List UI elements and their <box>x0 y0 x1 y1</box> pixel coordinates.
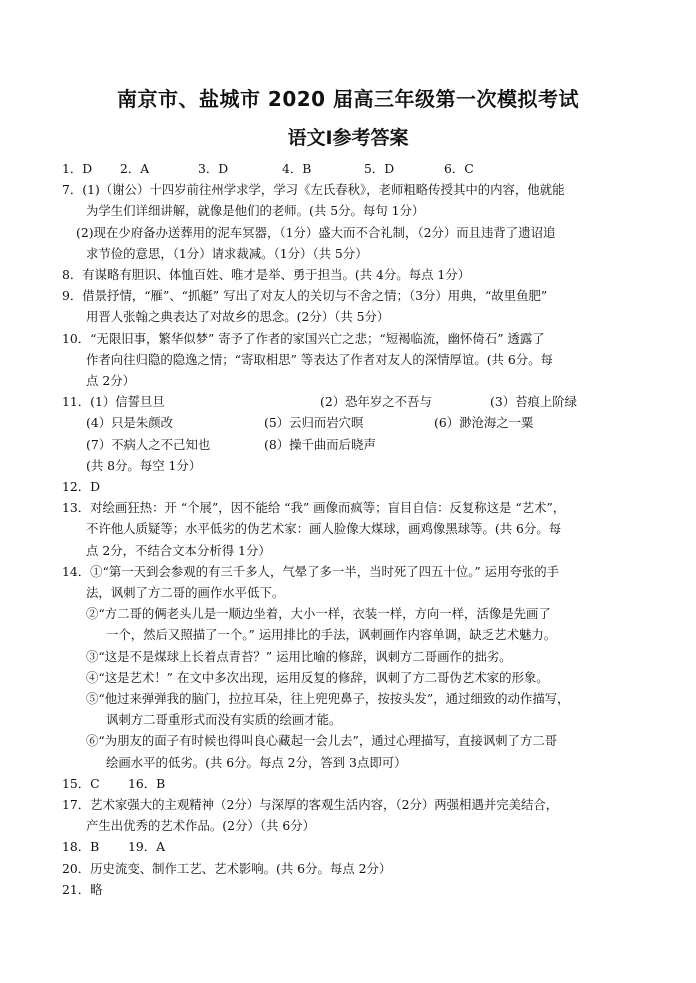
answer-14-line: ③“这是不是煤球上长着点青苔？” 运用比喻的修辞，讽刺方二哥画作的拙劣。 <box>86 648 512 664</box>
answer-14-line: 讽刺方二哥重形式而没有实质的绘画才能。 <box>106 712 342 728</box>
answer-4: 4．B <box>282 161 312 176</box>
answer-17-line: 17．艺术家强大的主观精神（2分）与深厚的客观生活内容，（2分）两强相遇并完美结合， <box>62 797 559 813</box>
answers-1-6 <box>62 158 642 179</box>
answer-9-line: 9．借景抒情，“雁”、“抓艇” 写出了对友人的关切与不舍之情；（3分）用典，“故里鱼肥” <box>62 288 548 304</box>
answer-1: 1．D <box>62 161 93 176</box>
answer-14-line: 绘画水平的低劣。(共 6分。每点 2分，答到 3点即可） <box>106 754 407 770</box>
answer-14-line: 14．①“第一天到会参观的有三千多人，气晕了多一半，当时死了四五十位。” 运用夸张的手 <box>62 563 560 579</box>
answer-11-item: (7）不病人之不己知也 <box>86 436 211 452</box>
answer-21: 21．略 <box>62 881 103 897</box>
answer-14-line: ④“这是艺术！” 在文中多次出现，运用反复的修辞，讽刺了方二哥伪艺术家的形象。 <box>86 669 549 685</box>
answer-20: 20．历史流变、制作工艺、艺术影响。(共 6分。每点 2分） <box>62 860 392 876</box>
answer-11-item: (3）苔痕上阶绿 <box>490 394 578 410</box>
answer-11-scoring: (共 8分。每空 1分） <box>86 457 202 473</box>
answers-18-19 <box>62 836 642 857</box>
answer-13-line: 点 2分，不结合文本分析得 1分） <box>86 542 271 558</box>
answer-7-line: 为学生们详细讲解，就像是他们的老师。(共 5分。每句 1分） <box>86 203 425 219</box>
answer-18: 18．B <box>62 839 100 855</box>
answer-16: 16．B <box>128 775 166 791</box>
answer-7-line: 求节俭的意思，（1分）请求裁减。（1分）（共 5分） <box>86 245 368 261</box>
answer-11-item: (4）只是朱颜改 <box>86 415 174 431</box>
answer-11-item: (6）渺沧海之一粟 <box>434 415 534 431</box>
answers-15-16 <box>62 773 642 794</box>
answer-11-item: 11．(1）信誓旦旦 <box>62 394 165 410</box>
answer-7-line: (2)现在少府备办送葬用的泥车冥器，（1分）盛大而不合礼制，（2分）而且违背了遗诏追 <box>76 224 556 240</box>
answer-9-line: 用晋人张翰之典表达了对故乡的思念。(2分）（共 5分） <box>86 309 390 325</box>
answer-7-line: 7．(1)（谢公）十四岁前往州学求学，学习《左氏春秋》，老师粗略传授其中的内容，他就能 <box>62 182 565 198</box>
answer-14-line: ②“方二哥的俩老头儿是一顺边坐着，大小一样，衣装一样，方向一样，活像是先画了 <box>86 606 551 622</box>
answer-14-line: ⑥“为朋友的面子有时候也得叫良心藏起一会儿去”，通过心理描写，直接讽刺了方二哥 <box>86 733 558 749</box>
answer-11-item: (5）云归而岩穴暝 <box>264 415 364 431</box>
answer-19: 19．A <box>128 839 166 855</box>
answer-11-row <box>62 412 642 433</box>
answer-11-item: (2）恐年岁之不吾与 <box>320 394 432 410</box>
answer-14-line: 法，讽刺了方二哥的画作水平低下。 <box>86 585 285 600</box>
answer-5: 5．D <box>364 161 395 176</box>
answer-13-line: 13．对绘画狂热：开 “个展”，因不能给 “我” 画像而疯等；盲目自信：反复称这是 “艺术”， <box>62 500 566 516</box>
answer-13-line: 不许他人质疑等；水平低劣的伪艺术家：画人脸像大煤球，画鸡像黑球等。(共 6分。每 <box>86 521 562 537</box>
answer-2: 2．A <box>120 161 150 176</box>
answer-14-line: ⑤“他过来弹弹我的脑门，拉拉耳朵，往上兜兜鼻子，按按头发”，通过细致的动作描写， <box>86 691 570 707</box>
answer-10-line: 点 2分） <box>86 373 135 389</box>
answers-body <box>62 158 642 900</box>
page-title: 南京市、盐城市 2020 届高三年级第一次模拟考试 <box>116 87 580 111</box>
answer-12: 12．D <box>62 478 101 494</box>
answer-3: 3．D <box>198 161 229 176</box>
answer-14-line: 一个，然后又照描了一个。” 运用排比的手法，讽刺画作内容单调，缺乏艺术魅力。 <box>106 627 557 643</box>
answer-10-line: 10．“无限旧事，繁华似梦” 寄予了作者的家国兴亡之悲；“短褐临流，幽怀倚石” 透露了 <box>62 330 545 346</box>
answer-8: 8．有谋略有胆识、体恤百姓、唯才是举、勇于担当。(共 4分。每点 1分） <box>62 267 471 282</box>
answer-15: 15．C <box>62 775 100 791</box>
answer-11-row <box>62 434 642 455</box>
answer-6: 6．C <box>444 161 474 176</box>
answer-10-line: 作者向往归隐的隐逸之情；“寄取相思” 等表达了作者对友人的深情厚谊。(共 6分。每 <box>86 351 553 367</box>
answer-17-line: 产生出优秀的艺术作品。(2分）（共 6分） <box>86 818 315 834</box>
answer-11-item: (8）操千曲而后晓声 <box>264 436 376 452</box>
answer-11-row <box>62 391 642 412</box>
page-subtitle: 语文Ⅰ参考答案 <box>287 127 409 149</box>
